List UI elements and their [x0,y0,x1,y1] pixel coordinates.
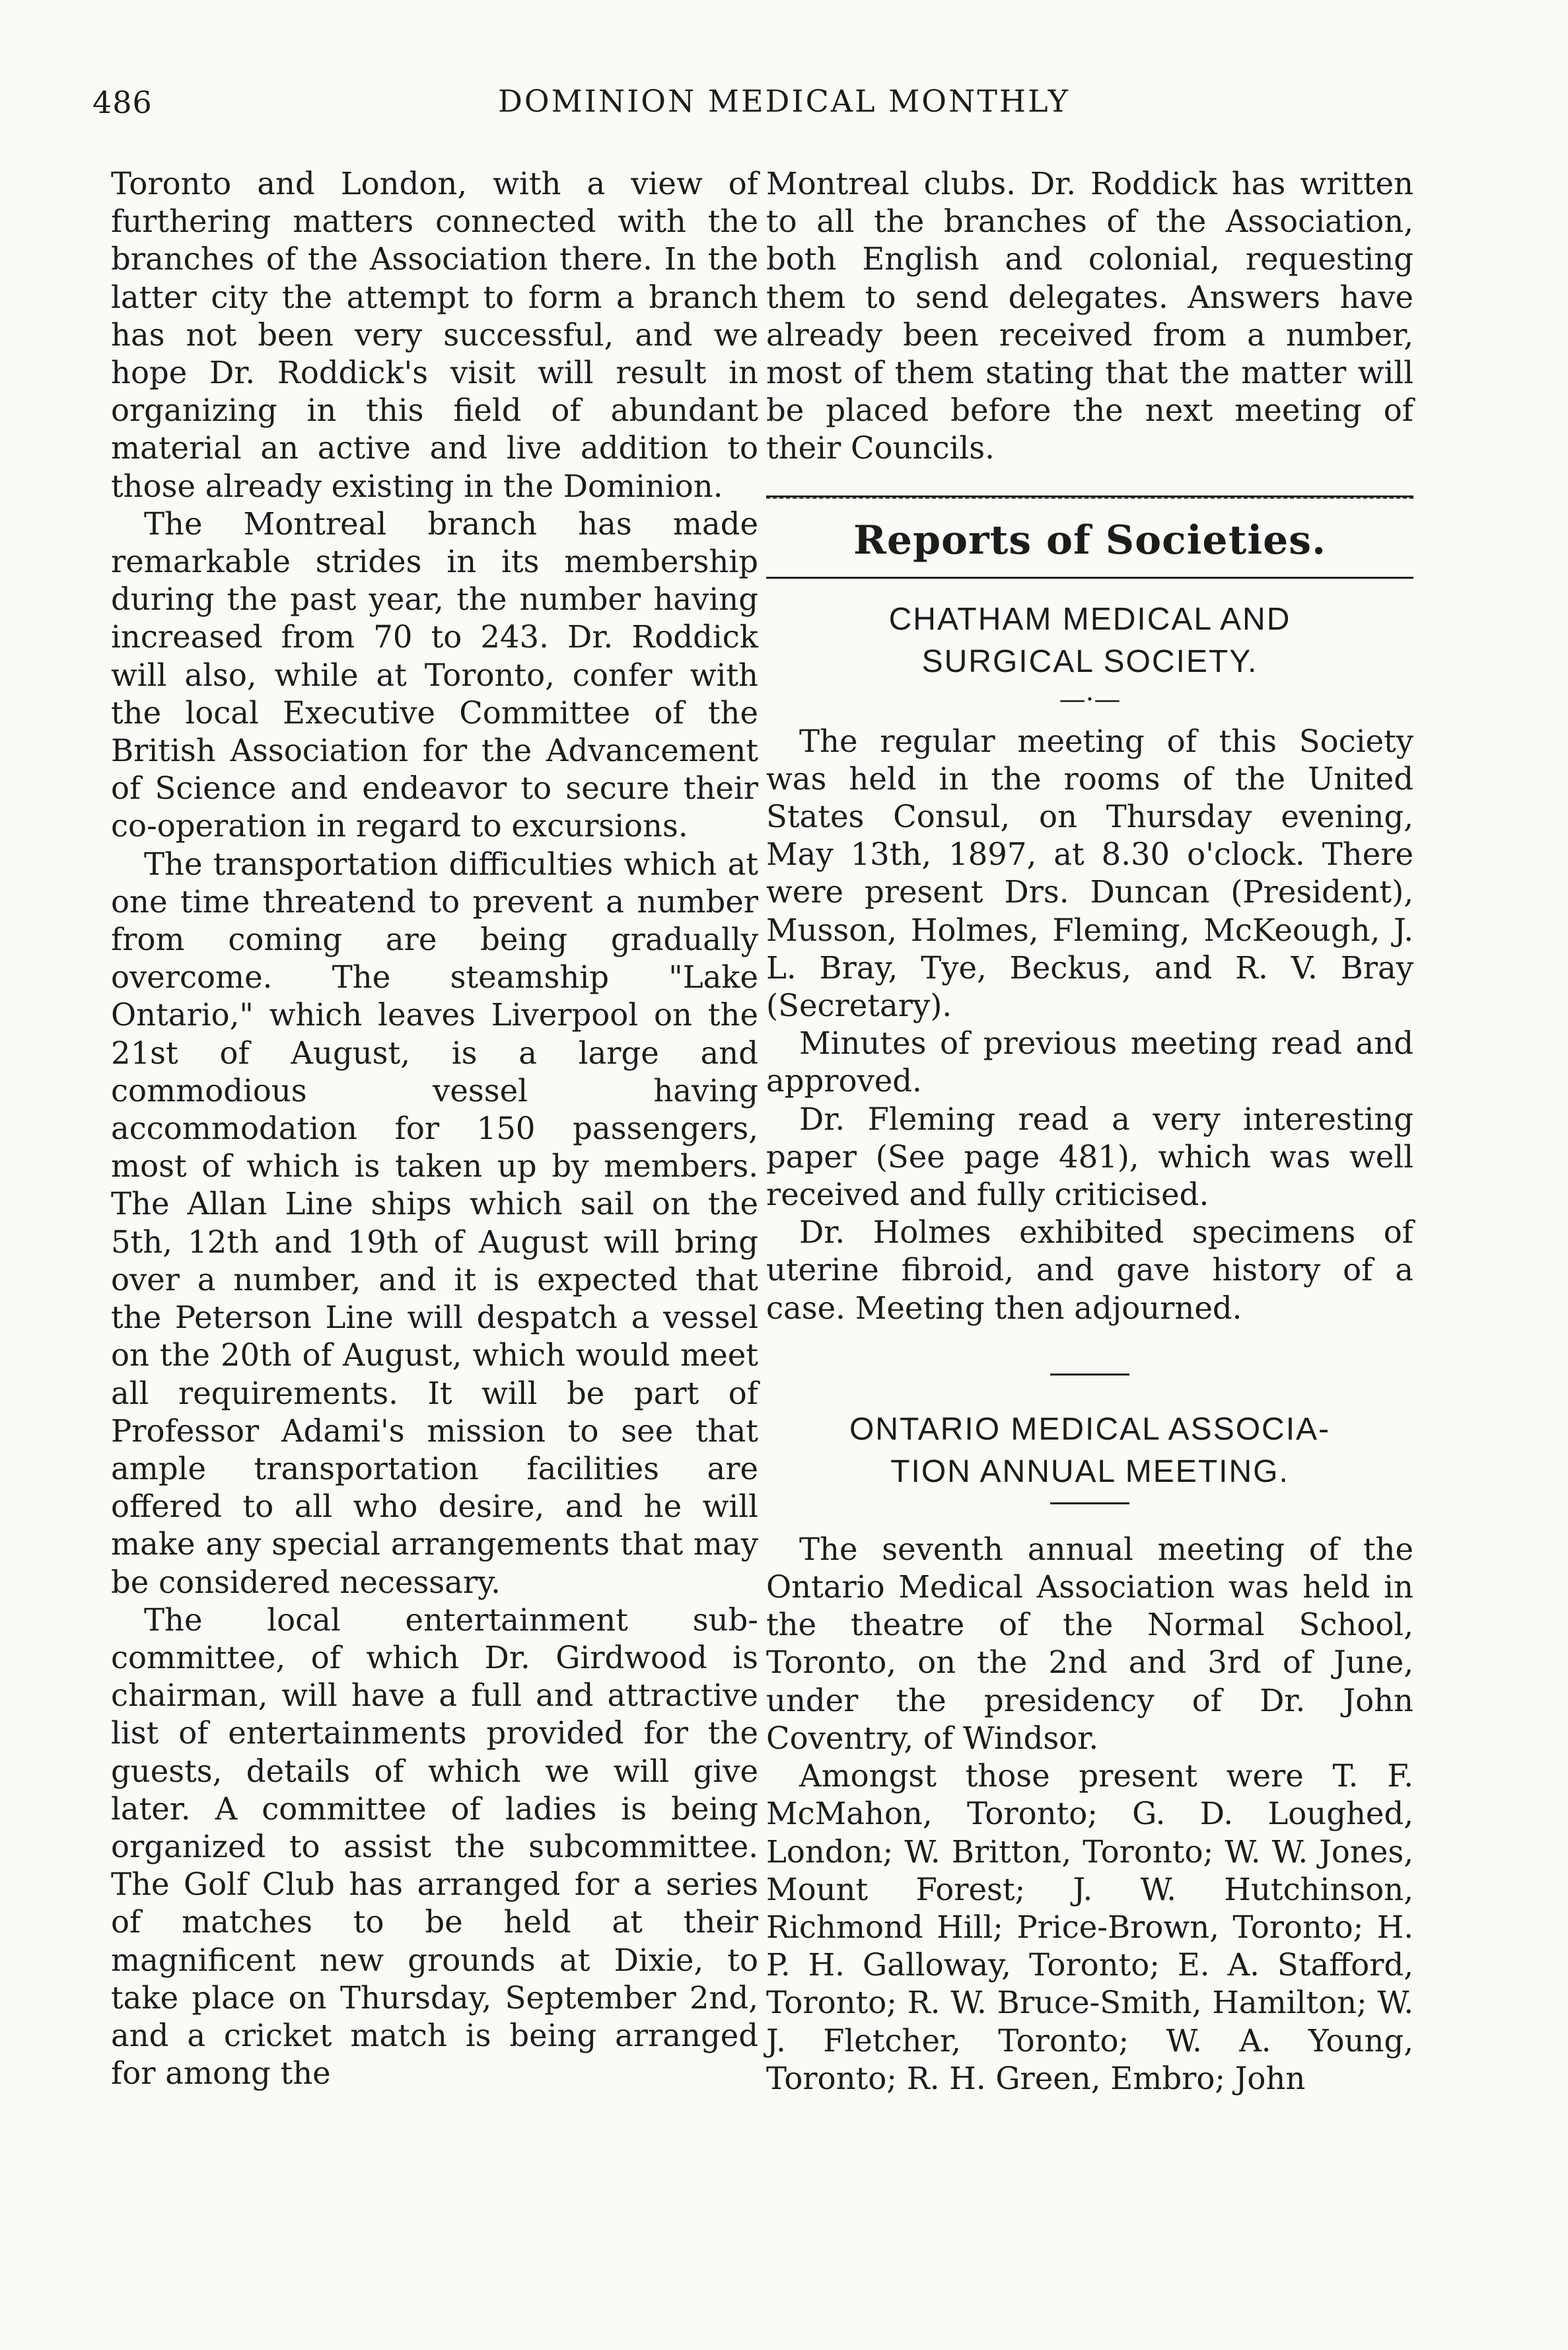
running-head: DOMINION MEDICAL MONTHLY [497,83,1071,119]
section-title: Reports of Societies. [853,517,1326,564]
left-paragraph-1: Toronto and London, with a view of furthering matters connected with the branches of the Association there. In the latter city the attempt to form a branch has not been very successful, and we hope Dr. Roddick's visit will result in organizing in this field of abundant material an active and live addition to those already existing in the Dominion. [111,166,758,504]
left-column [111,165,758,2092]
ontario-paragraph-2: Amongst those present were T. F. McMahon, Toronto; G. D. Loughed, London; W. Britton, Toronto; W. W. Jones, Mount Forest; J. W. Hutchinson, Richmond Hill; Price-Brown, Toronto; H. P. H. Galloway, Toronto; E. A. Stafford, Toronto; R. W. Bruce-Smith, Hamilton; W. J. Fletcher, Toronto; W. A. Young, Toronto; R. H. Green, Embro; John [766,1758,1413,2096]
section-rule-dashed [766,497,1413,503]
ontario-paragraph-1: The seventh annual meeting of the Ontario Medical Association was held in the theatre of the Normal School, Toronto, on the 2nd and 3rd of June, under the presidency of Dr. John Coventry, of Windsor. [766,1531,1413,1756]
ontario-title-line-2: TION ANNUAL MEETING. [890,1453,1289,1489]
left-paragraph-3: The transportation difficulties which at one time threatend to prevent a number from coming are being gradually overcome. The steamship "Lake Ontario," which leaves Liverpool on the 21st of August, is a large and commodious vessel having accommodation for 150 passengers, most of which is taken up by members. The Allan Line ships which sail on the 5th, 12th and 19th of August will bring over a number, and it is expected that the Peterson Line will despatch a vessel on the 20th of August, which would meet all requirements. It will be part of Professor Adami's mission to see that ample transportation facilities are offered to all who desire, and he will make any special arrangements that may be considered necessary. [111,846,758,1600]
chatham-paragraph-4: Dr. Holmes exhibited specimens of uterine fibroid, and gave history of a case. Meeting then adjourned. [766,1214,1413,1326]
chatham-paragraph-2: Minutes of previous meeting read and approved. [766,1025,1413,1099]
ontario-title-line-1: ONTARIO MEDICAL ASSOCIA- [849,1411,1331,1447]
chatham-title-line-1: CHATHAM MEDICAL AND [888,601,1291,637]
chatham-paragraph-3: Dr. Fleming read a very interesting paper (See page 481), which was well received and fully criticised. [766,1101,1413,1213]
left-paragraph-2: The Montreal branch has made remarkable strides in its membership during the past year, the number having increased from 70 to 243. Dr. Roddick will also, while at Toronto, confer with the local Executive Committee of the British Association for the Advancement of Science and endeavor to secure their co-operation in regard to excursions. [111,505,758,844]
chatham-paragraph-1: The regular meeting of this Society was held in the rooms of the United States Consul, on Thursday evening, May 13th, 1897, at 8.30 o'clock. There were present Drs. Duncan (President), Musson, Holmes, Fleming, McKeough, J. L. Bray, Tye, Beckus, and R. V. Bray (Secretary). [766,723,1413,1024]
chatham-society-title [766,599,1413,683]
ontario-rule-top [1050,1374,1129,1376]
ontario-association-title [766,1409,1413,1493]
section-rule-bottom [766,577,1413,579]
chatham-separator: —·— [1059,684,1121,715]
left-paragraph-4: The local entertainment sub-committee, of which Dr. Girdwood is chairman, will have a full and attractive list of entertainments provided for the guests, details of which we will give later. A committee of ladies is being organized to assist the subcommittee. The Golf Club has arranged for a series of matches to be held at their magnificent new grounds at Dixie, to take place on Thursday, September 2nd, and a cricket match is being arranged for among the [111,1601,758,2092]
page-number: 486 [92,85,153,120]
chatham-title-line-2: SURGICAL SOCIETY. [921,643,1258,679]
ontario-rule-bottom [1050,1502,1129,1504]
right-column [766,165,1413,2098]
right-continuation: Montreal clubs. Dr. Roddick has written to all the branches of the Association, both English and colonial, requesting them to send delegates. Answers have already been received from a number, most of them stating that the matter will be placed before the next meeting of their Councils. [766,166,1413,466]
